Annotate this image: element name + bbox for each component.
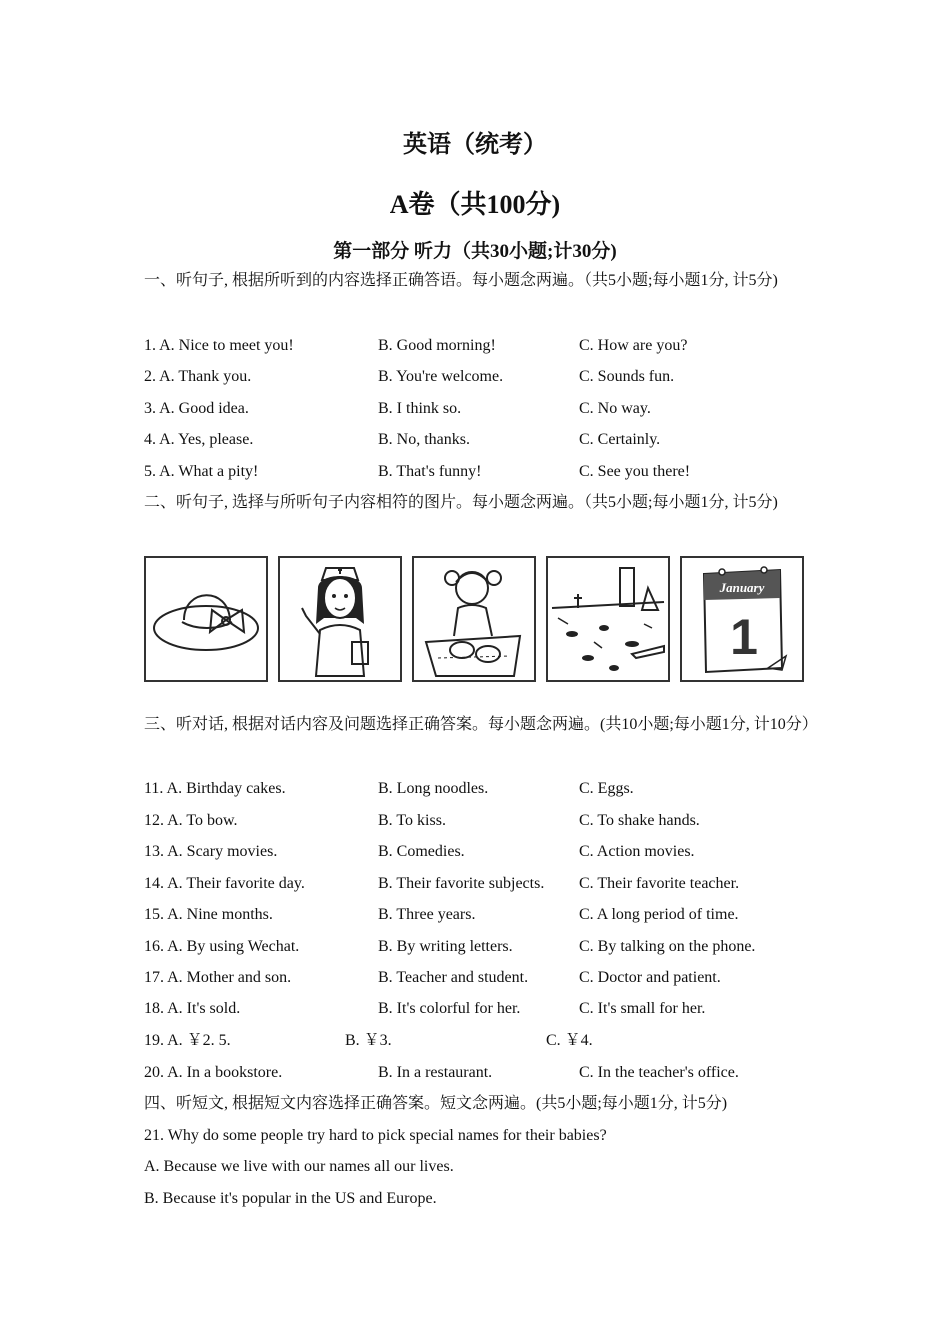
section-3-instructions: 三、听对话, 根据对话内容及问题选择正确答案。每小题念两遍。(共10小题;每小题1分, 计10分） [144,716,818,733]
option-a: 4. A. Yes, please. [144,431,254,448]
option-a: 19. A. ￥2. 5. [144,1032,231,1049]
option-c: C. Action movies. [579,843,695,860]
section-1-instructions: 一、听句子, 根据所听到的内容选择正确答语。每小题念两遍。（共5小题;每小题1分, 计5分) [144,272,778,289]
section-4-text: 四、听短文, 根据短文内容选择正确答案。短文念两遍。(共5小题;每小题1分, 计5分) [144,1095,728,1112]
option-c: C. Eggs. [579,780,634,797]
question-text: 21. Why do some people try hard to pick special names for their babies? [144,1127,607,1144]
question-row-11 [0,777,950,801]
picture-nurse [278,556,402,682]
option-a: 15. A. Nine months. [144,906,273,923]
option-c: C. No way. [579,400,651,417]
option-c: C. By talking on the phone. [579,938,756,955]
question-row-4 [0,428,950,452]
question-row-19 [0,1029,950,1053]
option-c: C. A long period of time. [579,906,739,923]
option-b: B. Comedies. [378,843,465,860]
question-row-12 [0,809,950,833]
option-a: 1. A. Nice to meet you! [144,337,294,354]
option-b: B. No, thanks. [378,431,470,448]
option-c: C. See you there! [579,463,691,480]
option-a: 13. A. Scary movies. [144,843,278,860]
option-c: C. It's small for her. [579,1000,706,1017]
exam-title: 英语（统考） [403,132,547,158]
volume-title: A卷（共100分) [389,190,561,219]
option-b: B. To kiss. [378,812,446,829]
option-b: B. Teacher and student. [378,969,529,986]
option-a: 16. A. By using Wechat. [144,938,300,955]
option-b: B. By writing letters. [378,938,513,955]
option-a: 20. A. In a bookstore. [144,1064,283,1081]
question-row-14 [0,872,950,896]
option-c: C. Doctor and patient. [579,969,721,986]
option-a: A. Because we live with our names all our lives. [144,1158,454,1175]
option-b: B. In a restaurant. [378,1064,493,1081]
question-row-5 [0,460,950,484]
section-4-instructions [0,1092,950,1116]
option-a: 17. A. Mother and son. [144,969,292,986]
question-row-2 [0,365,950,389]
option-b: B. Because it's popular in the US and Europe. [144,1190,437,1207]
option-a: 2. A. Thank you. [144,368,252,385]
option-c: C. In the teacher's office. [579,1064,739,1081]
option-a: 12. A. To bow. [144,812,238,829]
question-21-stem [0,1124,950,1148]
option-c: C. Certainly. [579,431,661,448]
option-b: B. Their favorite subjects. [378,875,545,892]
question-row-15 [0,903,950,927]
option-c: C. How are you? [579,337,688,354]
question-row-13 [0,840,950,864]
question-row-18 [0,997,950,1021]
option-c: C. To shake hands. [579,812,700,829]
option-b: B. I think so. [378,400,462,417]
option-b: B. Three years. [378,906,476,923]
question-21-option-a [0,1155,950,1179]
option-a: 11. A. Birthday cakes. [144,780,286,797]
option-c: C. Sounds fun. [579,368,675,385]
picture-girl-washing-dishes [412,556,536,682]
option-a: 14. A. Their favorite day. [144,875,305,892]
option-b: B. Long noodles. [378,780,489,797]
option-c: C. Their favorite teacher. [579,875,740,892]
option-a: 18. A. It's sold. [144,1000,241,1017]
picture-littered-park [546,556,670,682]
question-row-17 [0,966,950,990]
option-a: 5. A. What a pity! [144,463,259,480]
section-2-instructions: 二、听句子, 选择与所听句子内容相符的图片。每小题念两遍。（共5小题;每小题1分, 计5分) [144,494,778,511]
option-b: B. It's colorful for her. [378,1000,521,1017]
question-21-option-b [0,1187,950,1211]
option-c: C. ￥4. [546,1032,593,1049]
picture-calendar [680,556,804,682]
option-b: B. You're welcome. [378,368,504,385]
option-b: B. Good morning! [378,337,496,354]
question-row-3 [0,397,950,421]
option-a: 3. A. Good idea. [144,400,249,417]
part-title: 第一部分 听力（共30小题;计30分) [333,241,617,262]
option-b: B. That's funny! [378,463,482,480]
question-row-20 [0,1061,950,1085]
question-row-16 [0,935,950,959]
option-b: B. ￥3. [345,1032,392,1049]
calendar-month-text: January [719,580,765,595]
picture-hat [144,556,268,682]
question-row-1 [0,334,950,358]
calendar-day-text: 1 [730,609,758,665]
